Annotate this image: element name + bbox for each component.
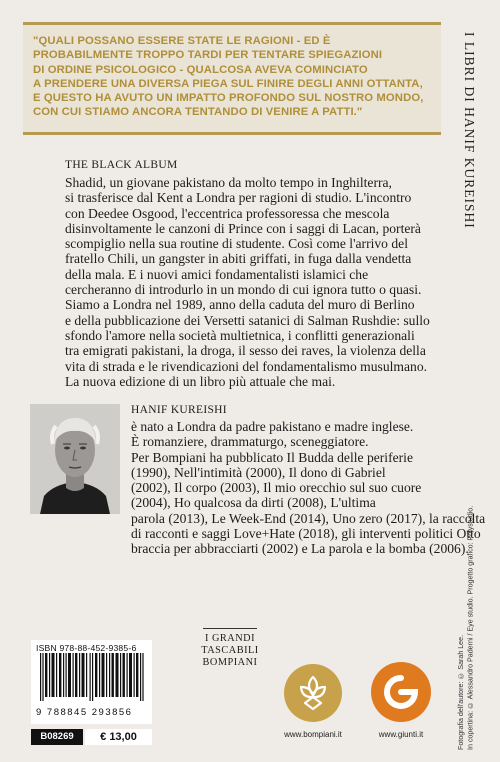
synopsis-line: scompiglio nella sua routine di studente. Così come l'arrivo del (65, 236, 408, 252)
quote-line: "QUALI POSSANO ESSERE STATE LE RAGIONI - ED È (33, 35, 331, 47)
series-line: I GRANDI (204, 633, 256, 644)
synopsis-line: sfondo l'amore nella società multietnica, i conflitti generazionali (65, 327, 415, 343)
bio-line: di racconti e saggi Love+Hate (2018), gli interventi politici Otto (131, 526, 481, 542)
synopsis-line: Shadid, un giovane pakistano da molto tempo in Inghilterra, (65, 175, 392, 190)
synopsis-line: vita di strada e le rivendicazioni del fondamentalismo musulmano. (65, 358, 428, 374)
credit-line: Fotografia dell'autore: © Sarah Lee. (457, 634, 465, 750)
book-title: THE BLACK ALBUM (65, 159, 178, 171)
author-photo (30, 404, 120, 514)
bio-line: parola (2013), Le Week-End (2014), Uno zero (2017), la raccolta (131, 510, 486, 526)
bio-line: È romanziere, drammaturgo, sceneggiatore. (131, 434, 369, 450)
synopsis-line: fratello Chili, un gangster in abiti griffati, in fuga dalla vendetta (65, 251, 412, 267)
author-portrait-illustration (30, 404, 120, 514)
synopsis (65, 175, 455, 389)
pull-quote (23, 22, 441, 135)
synopsis-line: tra emigrati pakistani, la droga, il sesso dei raves, la violenza della (65, 343, 426, 359)
isbn-label: ISBN 978-88-452-9385-6 (36, 643, 137, 653)
barcode (31, 640, 152, 724)
bio-line: (2004), Ho qualcosa da dirti (2008), L'ultima (131, 495, 376, 511)
bio-line: braccia per abbracciarti (2002) e La parola e la bomba (2006). (131, 541, 469, 557)
product-code: B08269 (31, 729, 83, 745)
series-name (200, 633, 260, 670)
bompiani-url: www.bompiani.it (284, 730, 342, 739)
bio-line: (2002), Il corpo (2003), Il mio orecchio sul suo cuore (131, 480, 422, 496)
synopsis-line: cercheranno di introdurlo in un mondo di cui ignora tutto o quasi. (65, 282, 422, 298)
synopsis-line: e della pubblicazione dei Versetti satanici di Salman Rushdie: sullo (65, 312, 430, 328)
quote-line: CON CUI STIAMO ANCORA TENTANDO DI VENIRE A PATTI." (33, 106, 363, 119)
synopsis-line: della mala. E i nuovi amici fondamentalisti islamici che (65, 266, 369, 282)
synopsis-line: con Deedee Osgood, l'eccentrica professoressa che mescola (65, 205, 390, 221)
credit-line: In copertina: © Alessandro Paderni / Eye studio. Progetto grafico: Polystudio. (466, 505, 475, 750)
quote-line: DI ORDINE PSICOLOGICO - QUALCOSA AVEVA COMINCIATO (33, 63, 368, 76)
bio-line: Per Bompiani ha pubblicato Il Budda delle periferie (131, 449, 413, 465)
series-divider (203, 628, 257, 629)
synopsis-line: si trasferisce dal Kent a Londra per ragioni di studio. L'incontro (65, 190, 412, 206)
author-name: HANIF KUREISHI (131, 404, 227, 416)
bio-line: (1990), Nell'intimità (2000), Il dono di Gabriel (131, 464, 386, 480)
barcode-number: 9 788845 293856 (36, 707, 133, 718)
giunti-logo-icon (370, 661, 432, 723)
giunti-url: www.giunti.it (378, 730, 424, 739)
synopsis-line: Siamo a Londra nel 1989, anno della caduta del muro di Berlino (65, 297, 415, 313)
bompiani-logo-icon (283, 663, 343, 723)
series-line: TASCABILI (201, 645, 259, 657)
quote-line: PROBABILMENTE TROPPO TARDI PER TENTARE SPIEGAZIONI (33, 49, 383, 62)
synopsis-line: La nuova edizione di un libro più attuale che mai. (65, 373, 336, 389)
bio-line: è nato a Londra da padre pakistano e madre inglese. (131, 419, 414, 434)
quote-line: E QUESTO HA AVUTO UN IMPATTO PROFONDO SUL NOSTRO MONDO, (33, 92, 424, 105)
barcode-bars (36, 653, 147, 701)
author-bio (131, 419, 486, 557)
price: € 13,00 (85, 729, 152, 745)
series-line: BOMPIANI (202, 657, 258, 669)
quote-line: A PRENDERE UNA DIVERSA PIEGA SUL FINIRE DEGLI ANNI OTTANTA, (33, 77, 423, 90)
photo-credits (457, 505, 489, 750)
synopsis-line: disinvoltamente le canzoni di Prince con i saggi di Lacan, porterà (65, 220, 421, 236)
series-spine-title: I LIBRI DI HANIF KUREISHI (462, 32, 477, 229)
